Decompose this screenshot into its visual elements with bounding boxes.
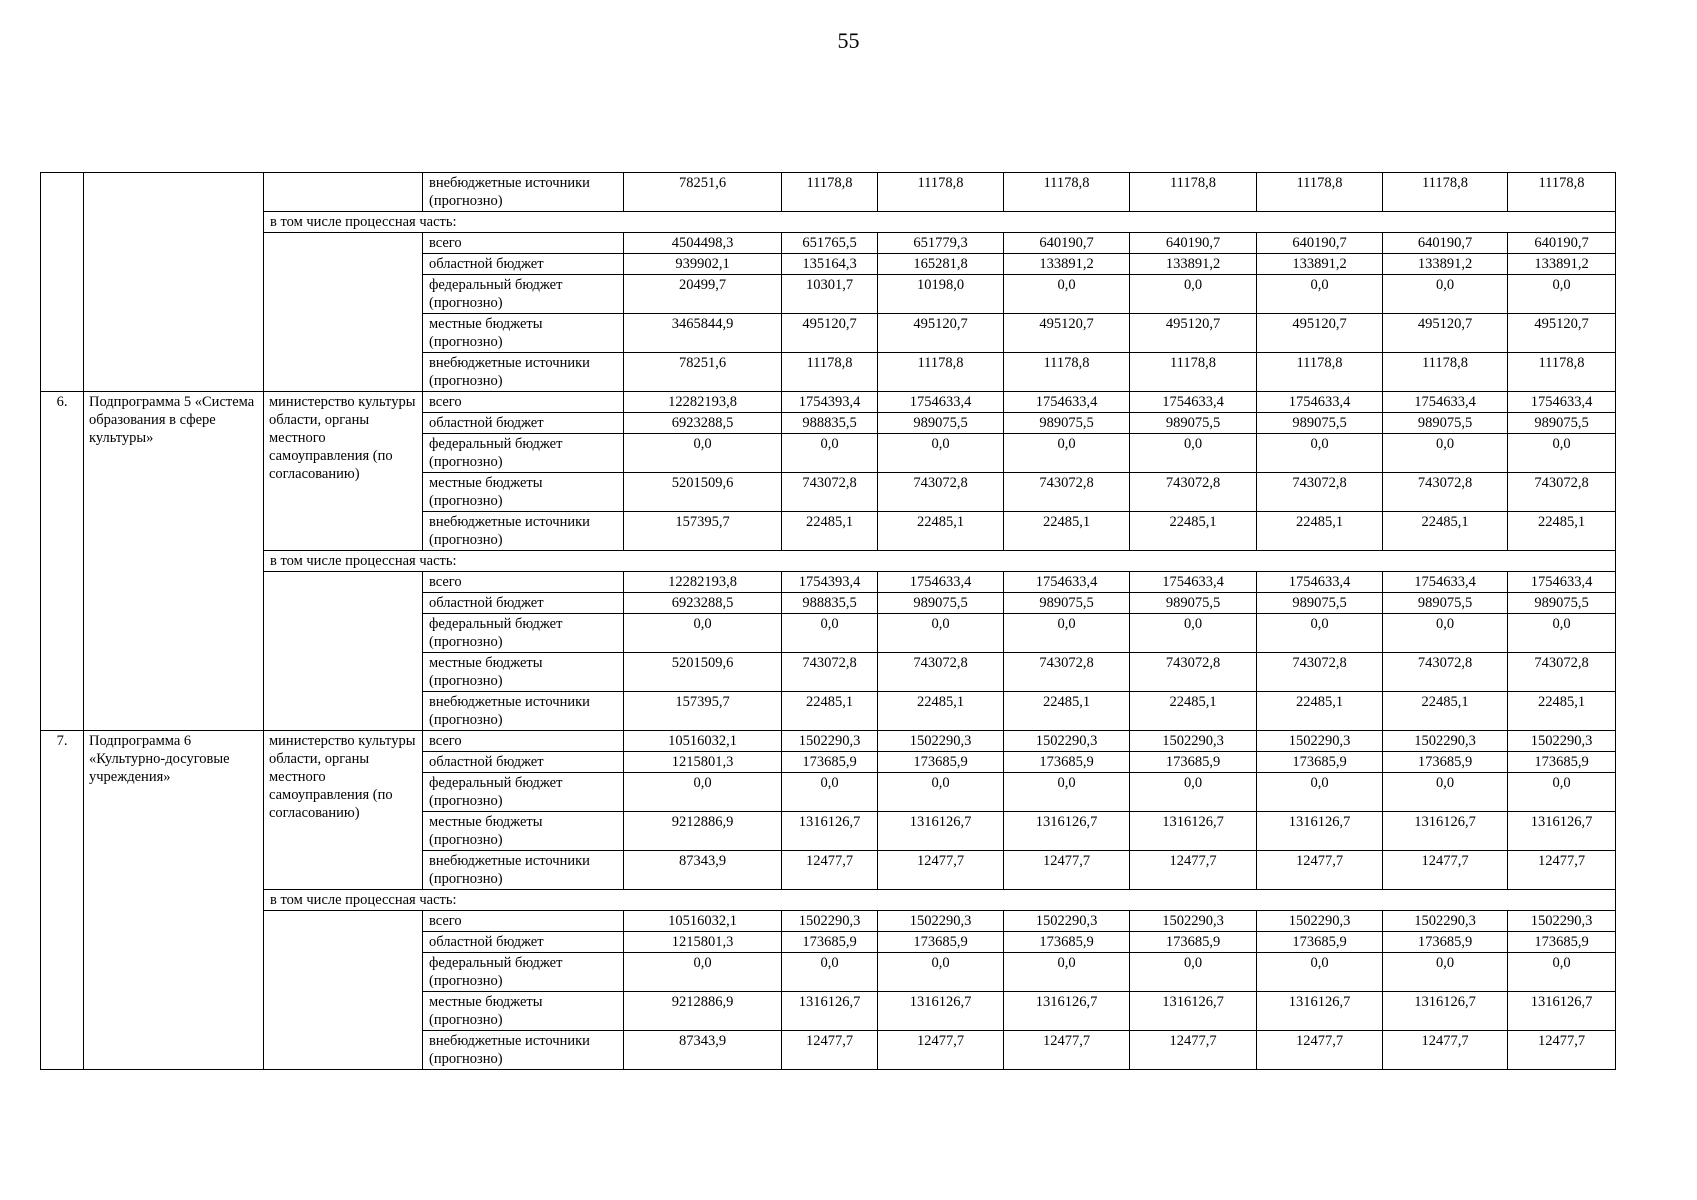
value-year: 1754633,4	[1257, 392, 1383, 413]
value-total: 0,0	[624, 953, 782, 992]
value-year: 12477,7	[782, 851, 878, 890]
value-year: 495120,7	[1257, 314, 1383, 353]
value-year: 988835,5	[782, 413, 878, 434]
value-year: 1754393,4	[782, 572, 878, 593]
value-year: 1502290,3	[1383, 911, 1508, 932]
value-year: 640190,7	[1257, 233, 1383, 254]
value-year: 173685,9	[1508, 752, 1616, 773]
value-year: 0,0	[1130, 434, 1257, 473]
value-year: 11178,8	[1383, 173, 1508, 212]
value-year: 989075,5	[878, 413, 1004, 434]
value-year: 173685,9	[878, 932, 1004, 953]
value-total: 0,0	[624, 773, 782, 812]
value-total: 5201509,6	[624, 473, 782, 512]
value-total: 1215801,3	[624, 932, 782, 953]
value-year: 1754633,4	[1383, 572, 1508, 593]
source-label: федеральный бюджет (прогнозно)	[423, 773, 624, 812]
value-year: 11178,8	[1004, 173, 1130, 212]
value-year: 1316126,7	[1130, 992, 1257, 1031]
value-year: 0,0	[1508, 953, 1616, 992]
value-year: 651765,5	[782, 233, 878, 254]
value-year: 1502290,3	[1508, 911, 1616, 932]
value-total: 12282193,8	[624, 572, 782, 593]
value-year: 173685,9	[1004, 752, 1130, 773]
value-year: 0,0	[878, 434, 1004, 473]
value-year: 22485,1	[1257, 692, 1383, 731]
value-year: 0,0	[1004, 773, 1130, 812]
executor-cell	[264, 233, 423, 392]
value-year: 1502290,3	[1004, 731, 1130, 752]
source-label: всего	[423, 233, 624, 254]
value-year: 11178,8	[1130, 353, 1257, 392]
value-total: 12282193,8	[624, 392, 782, 413]
value-year: 743072,8	[782, 473, 878, 512]
value-year: 0,0	[1508, 275, 1616, 314]
source-label: внебюджетные источники (прогнозно)	[423, 851, 624, 890]
executor-cell	[264, 572, 423, 731]
value-total: 1215801,3	[624, 752, 782, 773]
value-year: 22485,1	[1004, 512, 1130, 551]
source-label: местные бюджеты (прогнозно)	[423, 473, 624, 512]
value-year: 1754633,4	[1004, 392, 1130, 413]
value-year: 0,0	[1257, 953, 1383, 992]
table-row	[41, 392, 1616, 413]
value-year: 133891,2	[1130, 254, 1257, 275]
value-year: 989075,5	[878, 593, 1004, 614]
value-year: 12477,7	[1130, 851, 1257, 890]
value-year: 743072,8	[1383, 653, 1508, 692]
value-year: 1316126,7	[1257, 812, 1383, 851]
value-year: 1502290,3	[782, 731, 878, 752]
row-number: 7.	[41, 731, 84, 1070]
value-year: 1754393,4	[782, 392, 878, 413]
value-year: 1316126,7	[782, 812, 878, 851]
value-year: 12477,7	[1383, 1031, 1508, 1070]
value-year: 12477,7	[1257, 1031, 1383, 1070]
value-year: 0,0	[1004, 434, 1130, 473]
value-year: 743072,8	[1004, 473, 1130, 512]
value-year: 22485,1	[1383, 692, 1508, 731]
value-year: 640190,7	[1130, 233, 1257, 254]
source-label: всего	[423, 731, 624, 752]
value-year: 22485,1	[1130, 692, 1257, 731]
value-year: 173685,9	[878, 752, 1004, 773]
value-year: 1502290,3	[1130, 731, 1257, 752]
table-row	[41, 173, 1616, 212]
value-year: 11178,8	[1257, 353, 1383, 392]
table-row	[41, 911, 1616, 932]
value-year: 1754633,4	[1130, 572, 1257, 593]
value-year: 11178,8	[1130, 173, 1257, 212]
value-year: 989075,5	[1004, 413, 1130, 434]
value-total: 939902,1	[624, 254, 782, 275]
table-row	[41, 551, 1616, 572]
value-year: 11178,8	[878, 173, 1004, 212]
source-label: областной бюджет	[423, 593, 624, 614]
value-year: 1316126,7	[1383, 812, 1508, 851]
value-year: 173685,9	[1383, 932, 1508, 953]
value-year: 1316126,7	[1257, 992, 1383, 1031]
value-year: 0,0	[878, 614, 1004, 653]
source-label: федеральный бюджет (прогнозно)	[423, 434, 624, 473]
value-year: 10301,7	[782, 275, 878, 314]
table-row	[41, 233, 1616, 254]
value-year: 22485,1	[1004, 692, 1130, 731]
program-name: Подпрограмма 6 «Культурно-досуговые учреждения»	[84, 731, 264, 1070]
value-year: 1754633,4	[1508, 392, 1616, 413]
value-year: 743072,8	[782, 653, 878, 692]
source-label: всего	[423, 911, 624, 932]
value-year: 743072,8	[1130, 653, 1257, 692]
value-year: 0,0	[1257, 773, 1383, 812]
value-year: 743072,8	[1004, 653, 1130, 692]
value-year: 743072,8	[1257, 653, 1383, 692]
value-year: 11178,8	[1257, 173, 1383, 212]
value-year: 12477,7	[1383, 851, 1508, 890]
source-label: внебюджетные источники (прогнозно)	[423, 512, 624, 551]
value-total: 157395,7	[624, 692, 782, 731]
table-row	[41, 731, 1616, 752]
value-year: 0,0	[1383, 275, 1508, 314]
value-year: 0,0	[1383, 434, 1508, 473]
value-year: 165281,8	[878, 254, 1004, 275]
value-year: 12477,7	[878, 1031, 1004, 1070]
value-year: 133891,2	[1004, 254, 1130, 275]
source-label: федеральный бюджет (прогнозно)	[423, 953, 624, 992]
value-year: 0,0	[1508, 773, 1616, 812]
value-year: 1502290,3	[878, 731, 1004, 752]
value-year: 989075,5	[1130, 593, 1257, 614]
value-year: 495120,7	[1130, 314, 1257, 353]
value-year: 0,0	[782, 614, 878, 653]
value-year: 12477,7	[1257, 851, 1383, 890]
value-total: 0,0	[624, 614, 782, 653]
value-year: 12477,7	[782, 1031, 878, 1070]
source-label: федеральный бюджет (прогнозно)	[423, 275, 624, 314]
value-year: 989075,5	[1257, 413, 1383, 434]
value-year: 1316126,7	[878, 992, 1004, 1031]
value-year: 10198,0	[878, 275, 1004, 314]
value-year: 12477,7	[1508, 1031, 1616, 1070]
source-label: местные бюджеты (прогнозно)	[423, 314, 624, 353]
source-label: областной бюджет	[423, 254, 624, 275]
value-year: 0,0	[1130, 614, 1257, 653]
value-year: 1754633,4	[1004, 572, 1130, 593]
value-year: 22485,1	[1383, 512, 1508, 551]
executor-cell	[264, 911, 423, 1070]
value-year: 173685,9	[1004, 932, 1130, 953]
value-year: 12477,7	[1508, 851, 1616, 890]
source-label: внебюджетные источники (прогнозно)	[423, 173, 624, 212]
value-year: 988835,5	[782, 593, 878, 614]
value-year: 1316126,7	[1004, 812, 1130, 851]
row-number: 6.	[41, 392, 84, 731]
value-year: 495120,7	[1383, 314, 1508, 353]
value-year: 133891,2	[1383, 254, 1508, 275]
value-year: 743072,8	[1508, 653, 1616, 692]
value-year: 495120,7	[878, 314, 1004, 353]
value-year: 1316126,7	[1383, 992, 1508, 1031]
value-year: 1502290,3	[878, 911, 1004, 932]
value-year: 1316126,7	[1130, 812, 1257, 851]
source-label: местные бюджеты (прогнозно)	[423, 992, 624, 1031]
source-label: областной бюджет	[423, 413, 624, 434]
value-year: 743072,8	[1383, 473, 1508, 512]
value-year: 22485,1	[782, 512, 878, 551]
value-year: 173685,9	[782, 752, 878, 773]
value-total: 9212886,9	[624, 992, 782, 1031]
source-label: местные бюджеты (прогнозно)	[423, 653, 624, 692]
value-year: 0,0	[1004, 275, 1130, 314]
value-total: 157395,7	[624, 512, 782, 551]
value-year: 173685,9	[1257, 752, 1383, 773]
budget-table	[40, 172, 1616, 1070]
value-year: 173685,9	[1130, 752, 1257, 773]
number-cell	[41, 173, 84, 392]
value-year: 1754633,4	[1508, 572, 1616, 593]
table-row	[41, 890, 1616, 911]
value-year: 22485,1	[782, 692, 878, 731]
source-label: всего	[423, 392, 624, 413]
value-year: 135164,3	[782, 254, 878, 275]
value-total: 20499,7	[624, 275, 782, 314]
value-year: 1502290,3	[1508, 731, 1616, 752]
value-year: 989075,5	[1130, 413, 1257, 434]
source-label: областной бюджет	[423, 932, 624, 953]
value-year: 1754633,4	[1130, 392, 1257, 413]
value-year: 989075,5	[1383, 413, 1508, 434]
page-number: 55	[837, 28, 860, 53]
value-year: 12477,7	[1004, 1031, 1130, 1070]
value-year: 22485,1	[1508, 512, 1616, 551]
value-year: 1754633,4	[1383, 392, 1508, 413]
executor-name: министерство культуры области, органы местного самоуправления (по согласованию)	[264, 392, 423, 551]
value-year: 0,0	[1257, 434, 1383, 473]
value-total: 6923288,5	[624, 593, 782, 614]
source-label: внебюджетные источники (прогнозно)	[423, 692, 624, 731]
value-year: 640190,7	[1383, 233, 1508, 254]
value-total: 5201509,6	[624, 653, 782, 692]
value-year: 0,0	[1130, 275, 1257, 314]
table-row	[41, 572, 1616, 593]
value-year: 1502290,3	[1257, 731, 1383, 752]
value-year: 0,0	[1130, 773, 1257, 812]
value-year: 1502290,3	[1257, 911, 1383, 932]
value-year: 989075,5	[1257, 593, 1383, 614]
value-year: 22485,1	[1257, 512, 1383, 551]
value-total: 6923288,5	[624, 413, 782, 434]
value-year: 0,0	[1508, 614, 1616, 653]
value-year: 495120,7	[1004, 314, 1130, 353]
value-total: 10516032,1	[624, 911, 782, 932]
value-total: 10516032,1	[624, 731, 782, 752]
value-year: 1754633,4	[878, 392, 1004, 413]
value-year: 11178,8	[1004, 353, 1130, 392]
value-year: 133891,2	[1257, 254, 1383, 275]
value-year: 0,0	[1004, 614, 1130, 653]
value-year: 0,0	[1383, 773, 1508, 812]
source-label: областной бюджет	[423, 752, 624, 773]
value-year: 11178,8	[782, 353, 878, 392]
value-year: 22485,1	[1508, 692, 1616, 731]
value-year: 0,0	[1004, 953, 1130, 992]
value-total: 3465844,9	[624, 314, 782, 353]
value-year: 651779,3	[878, 233, 1004, 254]
value-year: 0,0	[1130, 953, 1257, 992]
program-name: Подпрограмма 5 «Система образования в сфере культуры»	[84, 392, 264, 731]
value-year: 640190,7	[1004, 233, 1130, 254]
value-year: 989075,5	[1004, 593, 1130, 614]
value-year: 495120,7	[782, 314, 878, 353]
source-label: внебюджетные источники (прогнозно)	[423, 353, 624, 392]
value-year: 1754633,4	[878, 572, 1004, 593]
value-year: 0,0	[782, 953, 878, 992]
value-year: 0,0	[1383, 614, 1508, 653]
process-part-note: в том числе процессная часть:	[264, 551, 1616, 572]
value-year: 11178,8	[1508, 173, 1616, 212]
table-row	[41, 212, 1616, 233]
value-year: 1502290,3	[1004, 911, 1130, 932]
value-year: 12477,7	[1130, 1031, 1257, 1070]
value-total: 4504498,3	[624, 233, 782, 254]
value-year: 0,0	[878, 953, 1004, 992]
value-total: 87343,9	[624, 1031, 782, 1070]
value-year: 1754633,4	[1257, 572, 1383, 593]
value-year: 173685,9	[1383, 752, 1508, 773]
value-total: 0,0	[624, 434, 782, 473]
value-year: 989075,5	[1508, 413, 1616, 434]
value-year: 743072,8	[1508, 473, 1616, 512]
process-part-note: в том числе процессная часть:	[264, 890, 1616, 911]
value-year: 0,0	[1257, 614, 1383, 653]
source-label: внебюджетные источники (прогнозно)	[423, 1031, 624, 1070]
value-year: 640190,7	[1508, 233, 1616, 254]
value-year: 0,0	[782, 773, 878, 812]
value-total: 78251,6	[624, 173, 782, 212]
value-year: 11178,8	[782, 173, 878, 212]
value-year: 1316126,7	[782, 992, 878, 1031]
value-year: 22485,1	[1130, 512, 1257, 551]
source-label: всего	[423, 572, 624, 593]
value-year: 22485,1	[878, 692, 1004, 731]
value-total: 78251,6	[624, 353, 782, 392]
value-year: 743072,8	[1130, 473, 1257, 512]
value-year: 22485,1	[878, 512, 1004, 551]
value-year: 12477,7	[1004, 851, 1130, 890]
process-part-note: в том числе процессная часть:	[264, 212, 1616, 233]
executor-name: министерство культуры области, органы местного самоуправления (по согласованию)	[264, 731, 423, 890]
value-year: 0,0	[782, 434, 878, 473]
value-year: 743072,8	[878, 473, 1004, 512]
value-year: 989075,5	[1383, 593, 1508, 614]
value-year: 495120,7	[1508, 314, 1616, 353]
value-total: 9212886,9	[624, 812, 782, 851]
value-year: 1502290,3	[1383, 731, 1508, 752]
value-year: 0,0	[1383, 953, 1508, 992]
source-label: местные бюджеты (прогнозно)	[423, 812, 624, 851]
value-year: 173685,9	[1257, 932, 1383, 953]
source-label: федеральный бюджет (прогнозно)	[423, 614, 624, 653]
value-year: 173685,9	[782, 932, 878, 953]
value-year: 0,0	[1508, 434, 1616, 473]
value-year: 743072,8	[1257, 473, 1383, 512]
value-year: 1316126,7	[1004, 992, 1130, 1031]
value-year: 173685,9	[1130, 932, 1257, 953]
value-year: 133891,2	[1508, 254, 1616, 275]
value-year: 743072,8	[878, 653, 1004, 692]
value-year: 0,0	[878, 773, 1004, 812]
value-year: 1502290,3	[1130, 911, 1257, 932]
value-total: 87343,9	[624, 851, 782, 890]
value-year: 173685,9	[1508, 932, 1616, 953]
value-year: 11178,8	[1508, 353, 1616, 392]
program-name-cell	[84, 173, 264, 392]
executor-cell	[264, 173, 423, 212]
value-year: 1316126,7	[1508, 992, 1616, 1031]
value-year: 1502290,3	[782, 911, 878, 932]
value-year: 11178,8	[878, 353, 1004, 392]
value-year: 11178,8	[1383, 353, 1508, 392]
value-year: 1316126,7	[1508, 812, 1616, 851]
value-year: 12477,7	[878, 851, 1004, 890]
value-year: 989075,5	[1508, 593, 1616, 614]
value-year: 0,0	[1257, 275, 1383, 314]
value-year: 1316126,7	[878, 812, 1004, 851]
